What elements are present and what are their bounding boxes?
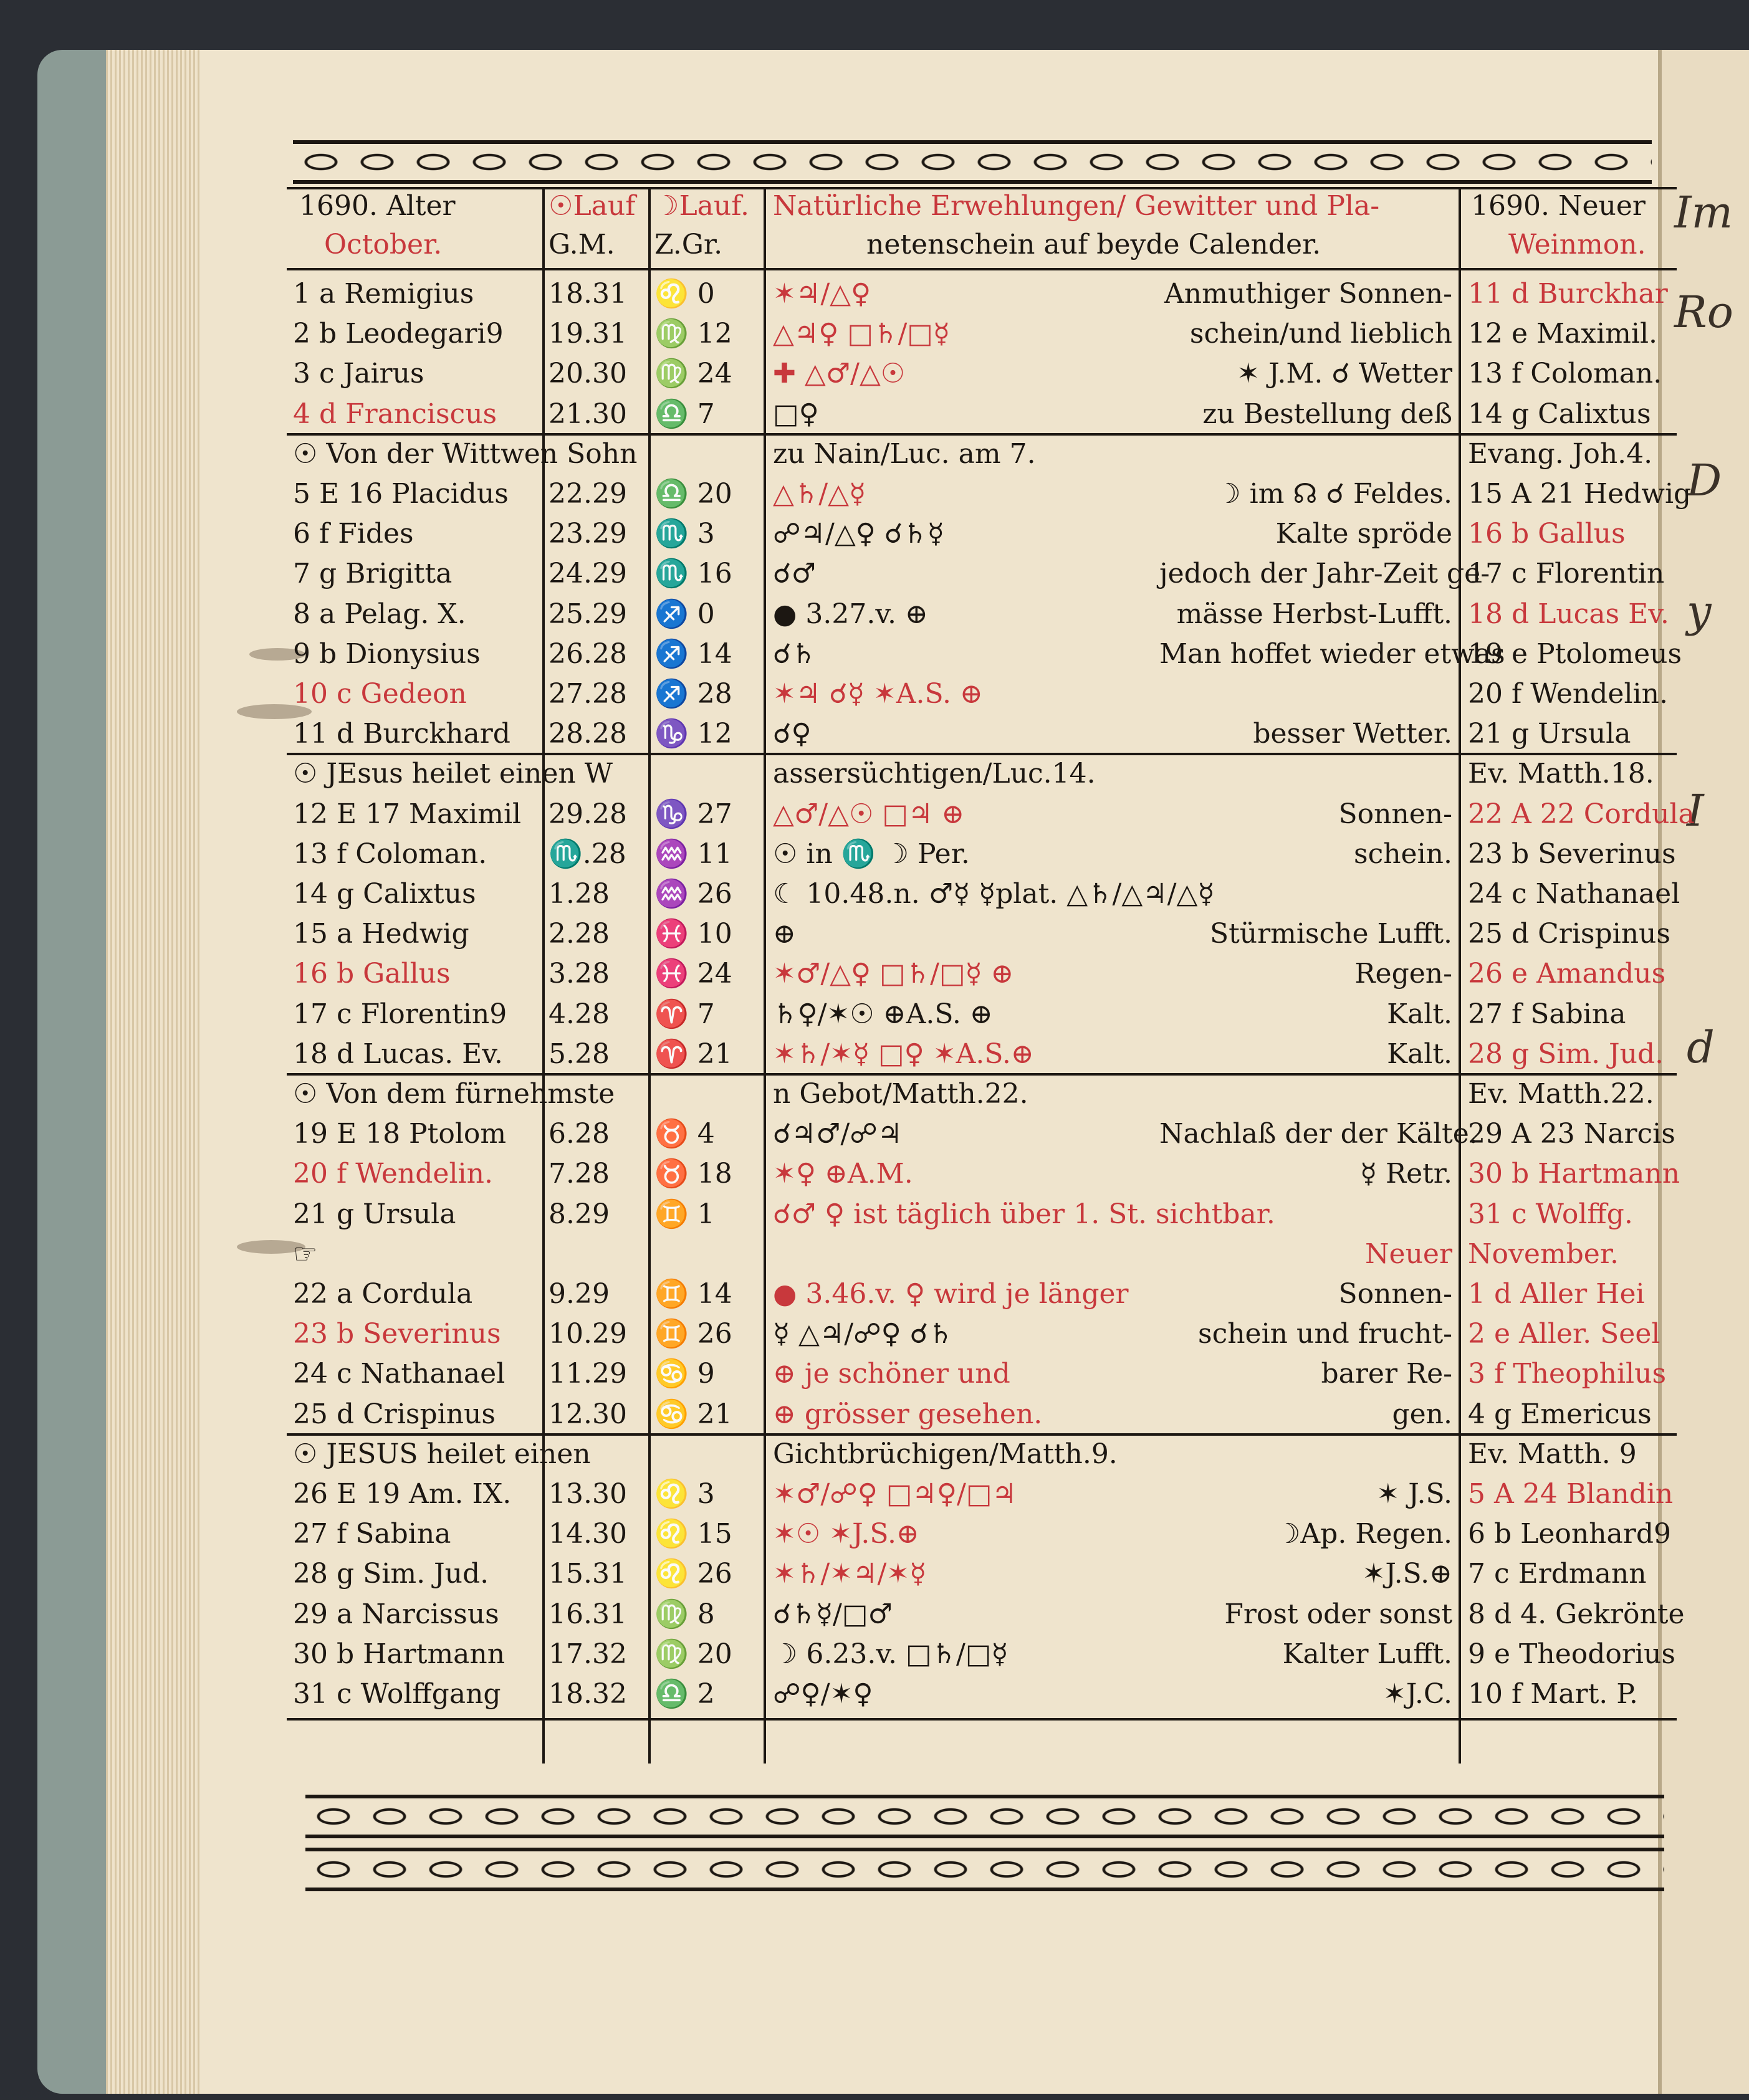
aspects-cell: ☉ in ♏ ☽ Per. (773, 838, 970, 870)
weather-cell: Sonnen- (1338, 798, 1452, 830)
sun-cell: 5.28 (549, 1038, 610, 1070)
day-cell: 22 a Cordula (293, 1278, 473, 1310)
new-calendar-cell: 30 b Hartmann (1468, 1158, 1680, 1190)
weather-cell: ✶J.S.⊕ (1362, 1558, 1452, 1590)
moon-cell: ♌ 15 (654, 1518, 732, 1550)
day-cell: 27 f Sabina (293, 1518, 451, 1550)
new-calendar-cell: 5 A 24 Blandin (1468, 1478, 1674, 1510)
aspects-cell: ⊕ grösser gesehen. (773, 1398, 1043, 1430)
moon-cell: ♓ 24 (654, 958, 732, 990)
moon-cell: ♊ 26 (654, 1318, 732, 1350)
handwriting-5: I (1687, 785, 1704, 836)
weather-cell: Anmuthiger Sonnen- (1164, 278, 1452, 310)
handwriting-3: D (1687, 455, 1722, 506)
moon-cell: ♋ 9 (654, 1358, 715, 1390)
moon-cell: ♍ 24 (654, 358, 732, 390)
bottom-rule (287, 1718, 1677, 1721)
sun-cell: 29.28 (549, 798, 627, 830)
aspects-cell: ☌♂ (773, 558, 816, 590)
moon-cell: ♈ 21 (654, 1038, 732, 1070)
sun-cell: 2.28 (549, 918, 610, 950)
sun-column-subtitle: G.M. (549, 229, 615, 260)
new-calendar-cell: 4 g Emericus (1468, 1398, 1652, 1430)
new-calendar-cell: 11 d Burckhar (1468, 278, 1668, 310)
moon-cell: ♍ 20 (654, 1638, 732, 1670)
new-calendar-cell: Evang. Joh.4. (1468, 437, 1653, 470)
day-cell: 25 d Crispinus (293, 1398, 496, 1430)
sun-cell: 23.29 (549, 518, 627, 550)
aspects-cell: Gichtbrüchigen/Matth.9. (773, 1438, 1118, 1470)
sun-cell: 20.30 (549, 358, 627, 390)
aspects-cell: ✶☉ ✶J.S.⊕ (773, 1518, 919, 1550)
new-calendar-cell: 2 e Aller. Seel (1468, 1318, 1660, 1350)
new-calendar-cell: 21 g Ursula (1468, 718, 1631, 750)
aspects-cell: ● 3.46.v. ♀ wird je länger (773, 1278, 1129, 1310)
aspects-cell: ♄♀/✶☉ ⊕A.S. ⊕ (773, 998, 993, 1030)
aspects-cell: ☍♃/△♀ ☌♄☿ (773, 518, 944, 550)
aspects-cell: n Gebot/Matth.22. (773, 1078, 1028, 1110)
day-cell: 2 b Leodegari9 (293, 318, 504, 350)
new-calendar-cell: 28 g Sim. Jud. (1468, 1038, 1664, 1070)
sun-cell: 8.29 (549, 1198, 610, 1230)
sun-cell: 18.32 (549, 1678, 627, 1710)
moon-cell: ♉ 4 (654, 1118, 715, 1150)
moon-cell: ♎ 2 (654, 1678, 715, 1710)
weather-cell: Regen- (1354, 958, 1452, 990)
new-calendar-cell: 7 c Erdmann (1468, 1558, 1647, 1590)
moon-cell: ♑ 27 (654, 798, 732, 830)
aspects-cell: ☍♀/✶♀ (773, 1678, 873, 1710)
sun-cell: 24.29 (549, 558, 627, 590)
sun-cell: 25.29 (549, 598, 627, 630)
sun-cell: 1.28 (549, 878, 610, 910)
new-calendar-cell: 9 e Theodorius (1468, 1638, 1675, 1670)
aspects-cell: ✚ △♂/△☉ (773, 358, 906, 390)
weather-cell: ☽ im ☊ ☌ Feldes. (1216, 478, 1452, 510)
aspects-cell: ☌♀ (773, 718, 812, 750)
day-cell: 4 d Franciscus (293, 398, 497, 430)
weather-cell: Frost oder sonst (1224, 1598, 1452, 1630)
day-cell: 18 d Lucas. Ev. (293, 1038, 503, 1070)
column-rule (764, 187, 766, 1764)
main-column-title: Natürliche Erwehlungen/ Gewitter und Pla- (773, 190, 1380, 222)
day-cell: 3 c Jairus (293, 358, 424, 390)
new-calendar-cell: 22 A 22 Cordula (1468, 798, 1695, 830)
new-calendar-cell: 24 c Nathanael (1468, 878, 1680, 910)
aspects-cell: ✶♂/☍♀ □♃♀/□♃ (773, 1478, 1017, 1510)
sun-cell: 27.28 (549, 678, 627, 710)
new-calendar-cell: 13 f Coloman. (1468, 358, 1662, 390)
weather-cell: ✶ J.M. ☌ Wetter (1237, 358, 1452, 390)
weather-cell: schein/und lieblich (1189, 318, 1452, 350)
day-cell: ☉ JESUS heilet einen (293, 1438, 591, 1470)
column-rule (542, 187, 545, 1764)
day-cell: ☉ JEsus heilet einen W (293, 758, 613, 790)
aspects-cell: ⊕ (773, 918, 796, 950)
weather-cell: ✶J.C. (1382, 1678, 1452, 1710)
aspects-cell: ✶♄/✶♃/✶☿ (773, 1558, 927, 1590)
day-cell: 9 b Dionysius (293, 637, 481, 670)
moon-cell: ♒ 26 (654, 878, 732, 910)
aspects-cell: ● 3.27.v. ⊕ (773, 598, 928, 630)
main-column-subtitle: netenschein auf beyde Calender. (866, 229, 1321, 260)
day-cell: 24 c Nathanael (293, 1358, 506, 1390)
new-calendar-cell: 18 d Lucas Ev. (1468, 598, 1669, 630)
aspects-cell: ✶♂/△♀ □♄/□☿ ⊕ (773, 958, 1014, 990)
sun-cell: 10.29 (549, 1318, 627, 1350)
new-calendar-month: Weinmon. (1508, 229, 1646, 260)
weather-cell: zu Bestellung deß (1202, 398, 1452, 430)
weather-cell: Neuer (1365, 1238, 1452, 1270)
new-calendar-cell: 6 b Leonhard9 (1468, 1518, 1671, 1550)
aspects-cell: ⊕ je schöner und (773, 1358, 1010, 1390)
aspects-cell: △♄/△☿ (773, 478, 866, 510)
weather-cell: Sonnen- (1338, 1278, 1452, 1310)
sun-cell: 28.28 (549, 718, 627, 750)
aspects-cell: assersüchtigen/Luc.14. (773, 758, 1096, 790)
weather-cell: mässe Herbst-Lufft. (1176, 598, 1452, 630)
day-cell: 26 E 19 Am. IX. (293, 1478, 512, 1510)
sun-cell: 26.28 (549, 637, 627, 670)
sun-cell: 16.31 (549, 1598, 627, 1630)
weather-cell: ✶ J.S. (1376, 1478, 1452, 1510)
weather-cell: Stürmische Lufft. (1209, 918, 1452, 950)
aspects-cell: ☌♃♂/☍♃ (773, 1118, 903, 1150)
handwriting-6: d (1687, 1022, 1715, 1073)
sun-cell: 15.31 (549, 1558, 627, 1590)
column-rule (648, 187, 651, 1764)
weather-cell: Kalt. (1387, 1038, 1452, 1070)
day-cell: ☉ Von dem fürnehmste (293, 1078, 615, 1110)
day-cell: 23 b Severinus (293, 1318, 501, 1350)
sun-cell: 6.28 (549, 1118, 610, 1150)
sun-cell: 13.30 (549, 1478, 627, 1510)
sun-cell: 7.28 (549, 1158, 610, 1190)
day-cell: 12 E 17 Maximil (293, 798, 522, 830)
new-calendar-cell: 27 f Sabina (1468, 998, 1626, 1030)
sun-cell: 19.31 (549, 318, 627, 350)
aspects-cell: △♃♀ □♄/□☿ (773, 318, 950, 350)
day-cell: 6 f Fides (293, 518, 414, 550)
aspects-cell: ✶♄/✶☿ □♀ ✶A.S.⊕ (773, 1038, 1034, 1070)
new-calendar-cell: 31 c Wolffg. (1468, 1198, 1633, 1230)
header-rule (287, 268, 1677, 270)
aspects-cell: ✶♃/△♀ (773, 278, 871, 310)
moon-cell: ♐ 28 (654, 678, 732, 710)
day-cell: 7 g Brigitta (293, 558, 453, 590)
moon-cell: ♊ 14 (654, 1278, 732, 1310)
aspects-cell: ☽ 6.23.v. □♄/□☿ (773, 1638, 1009, 1670)
new-calendar-cell: 23 b Severinus (1468, 838, 1676, 870)
moon-cell: ♋ 21 (654, 1398, 732, 1430)
bottom-ornament-border-1 (305, 1795, 1664, 1838)
day-cell: 14 g Calixtus (293, 878, 476, 910)
page-edges (106, 50, 199, 2094)
sun-cell: 9.29 (549, 1278, 610, 1310)
moon-cell: ♈ 7 (654, 998, 715, 1030)
new-calendar-cell: 25 d Crispinus (1468, 918, 1670, 950)
sun-cell: 11.29 (549, 1358, 627, 1390)
new-calendar-cell: 19 e Ptolomeus (1468, 637, 1682, 670)
new-calendar-cell: 26 e Amandus (1468, 958, 1666, 990)
new-calendar-cell: November. (1468, 1238, 1619, 1270)
new-calendar-cell: 20 f Wendelin. (1468, 678, 1668, 710)
bottom-ornament-border-2 (305, 1848, 1664, 1891)
sun-cell: 12.30 (549, 1398, 627, 1430)
moon-cell: ♏ 16 (654, 558, 732, 590)
aspects-cell: ☾ 10.48.n. ♂☿ ☿plat. △♄/△♃/△☿ (773, 878, 1215, 910)
moon-cell: ♊ 1 (654, 1198, 715, 1230)
handwriting-4: y (1687, 586, 1712, 637)
moon-cell: ♎ 7 (654, 398, 715, 430)
new-calendar-cell: 8 d 4. Gekrönte (1468, 1598, 1685, 1630)
new-calendar-cell: 14 g Calixtus (1468, 398, 1651, 430)
day-cell: 30 b Hartmann (293, 1638, 506, 1670)
new-calendar-cell: 15 A 21 Hedwig (1468, 478, 1692, 510)
top-ornament-border (293, 140, 1652, 184)
new-calendar-cell: 29 A 23 Narcis (1468, 1118, 1675, 1150)
new-calendar-cell: Ev. Matth. 9 (1468, 1438, 1637, 1470)
new-calendar-cell: Ev. Matth.18. (1468, 758, 1654, 790)
day-cell: 29 a Narcissus (293, 1598, 499, 1630)
column-rule (1459, 187, 1461, 1764)
day-cell: 8 a Pelag. X. (293, 598, 466, 630)
weather-cell: barer Re- (1321, 1358, 1452, 1390)
sun-cell: 22.29 (549, 478, 627, 510)
new-calendar-cell: 12 e Maximil. (1468, 318, 1658, 350)
moon-cell: ♍ 12 (654, 318, 732, 350)
moon-cell: ♍ 8 (654, 1598, 715, 1630)
moon-cell: ♒ 11 (654, 838, 732, 870)
new-calendar-cell: 17 c Florentin (1468, 558, 1665, 590)
calendar-table (287, 187, 1695, 1764)
moon-cell: ♑ 12 (654, 718, 732, 750)
handwriting-1: Im (1674, 187, 1733, 238)
weather-cell: Nachlaß der der Kälte. (1159, 1118, 1478, 1150)
day-cell: 31 c Wolffgang (293, 1678, 501, 1710)
new-calendar-cell: 3 f Theophilus (1468, 1358, 1667, 1390)
day-cell: 5 E 16 Placidus (293, 478, 509, 510)
day-cell: 21 g Ursula (293, 1198, 456, 1230)
moon-column-subtitle: Z.Gr. (654, 229, 723, 260)
aspects-cell: ☿ △♃/☍♀ ☌♄ (773, 1318, 953, 1350)
new-calendar-title: 1690. Neuer (1471, 190, 1646, 222)
day-cell: ☞ (293, 1238, 318, 1270)
sun-cell: 3.28 (549, 958, 610, 990)
day-cell: 16 b Gallus (293, 958, 451, 990)
day-cell: ☉ Von der Wittwen Sohn (293, 437, 638, 470)
sun-cell: 18.31 (549, 278, 627, 310)
day-cell: 13 f Coloman. (293, 838, 487, 870)
weather-cell: besser Wetter. (1253, 718, 1452, 750)
sun-cell: 14.30 (549, 1518, 627, 1550)
new-calendar-cell: 1 d Aller Hei (1468, 1278, 1645, 1310)
moon-cell: ♉ 18 (654, 1158, 732, 1190)
day-cell: 1 a Remigius (293, 278, 474, 310)
day-cell: 15 a Hedwig (293, 918, 469, 950)
day-cell: 10 c Gedeon (293, 678, 467, 710)
sun-cell: 4.28 (549, 998, 610, 1030)
sun-cell: 21.30 (549, 398, 627, 430)
sun-cell: 17.32 (549, 1638, 627, 1670)
new-calendar-cell: Ev. Matth.22. (1468, 1078, 1654, 1110)
day-cell: 20 f Wendelin. (293, 1158, 493, 1190)
moon-cell: ♐ 0 (654, 598, 715, 630)
new-calendar-cell: 10 f Mart. P. (1468, 1678, 1638, 1710)
moon-cell: ♏ 3 (654, 518, 715, 550)
weather-cell: Kalter Lufft. (1282, 1638, 1452, 1670)
moon-cell: ♎ 20 (654, 478, 732, 510)
aspects-cell: □♀ (773, 398, 819, 430)
moon-cell: ♌ 3 (654, 1478, 715, 1510)
aspects-cell: zu Nain/Luc. am 7. (773, 437, 1036, 470)
weather-cell: Kalt. (1387, 998, 1452, 1030)
weather-cell: Kalte spröde (1275, 518, 1452, 550)
moon-cell: ♐ 14 (654, 637, 732, 670)
day-cell: 28 g Sim. Jud. (293, 1558, 489, 1590)
sun-cell: ♏.28 (549, 838, 626, 870)
day-cell: 19 E 18 Ptolom (293, 1118, 507, 1150)
aspects-cell: ✶♃ ☌☿ ✶A.S. ⊕ (773, 678, 983, 710)
sun-column-title: ☉Lauf (549, 190, 636, 222)
weather-cell: jedoch der Jahr-Zeit ge- (1159, 558, 1490, 590)
moon-column-title: ☽Lauf. (654, 190, 749, 222)
weather-cell: schein und frucht- (1197, 1318, 1452, 1350)
aspects-cell: △♂/△☉ □♃ ⊕ (773, 798, 965, 830)
moon-cell: ♌ 0 (654, 278, 715, 310)
handwriting-2: Ro (1674, 287, 1733, 338)
old-calendar-title: 1690. Alter (299, 190, 456, 222)
new-calendar-cell: 16 b Gallus (1468, 518, 1626, 550)
moon-cell: ♓ 10 (654, 918, 732, 950)
weather-cell: schein. (1354, 838, 1452, 870)
weather-cell: gen. (1392, 1398, 1452, 1430)
day-cell: 11 d Burckhard (293, 718, 510, 750)
weather-cell: ☽Ap. Regen. (1275, 1518, 1452, 1550)
weather-cell: ☿ Retr. (1359, 1158, 1452, 1190)
aspects-cell: ✶♀ ⊕A.M. (773, 1158, 913, 1190)
aspects-cell: ☌♄☿/□♂ (773, 1598, 893, 1630)
old-calendar-month: October. (324, 229, 443, 260)
aspects-cell: ☌♂ ♀ ist täglich über 1. St. sichtbar. (773, 1198, 1275, 1230)
moon-cell: ♌ 26 (654, 1558, 732, 1590)
day-cell: 17 c Florentin9 (293, 998, 507, 1030)
aspects-cell: ☌♄ (773, 637, 816, 670)
weather-cell: Man hoffet wieder etwas (1159, 637, 1505, 670)
